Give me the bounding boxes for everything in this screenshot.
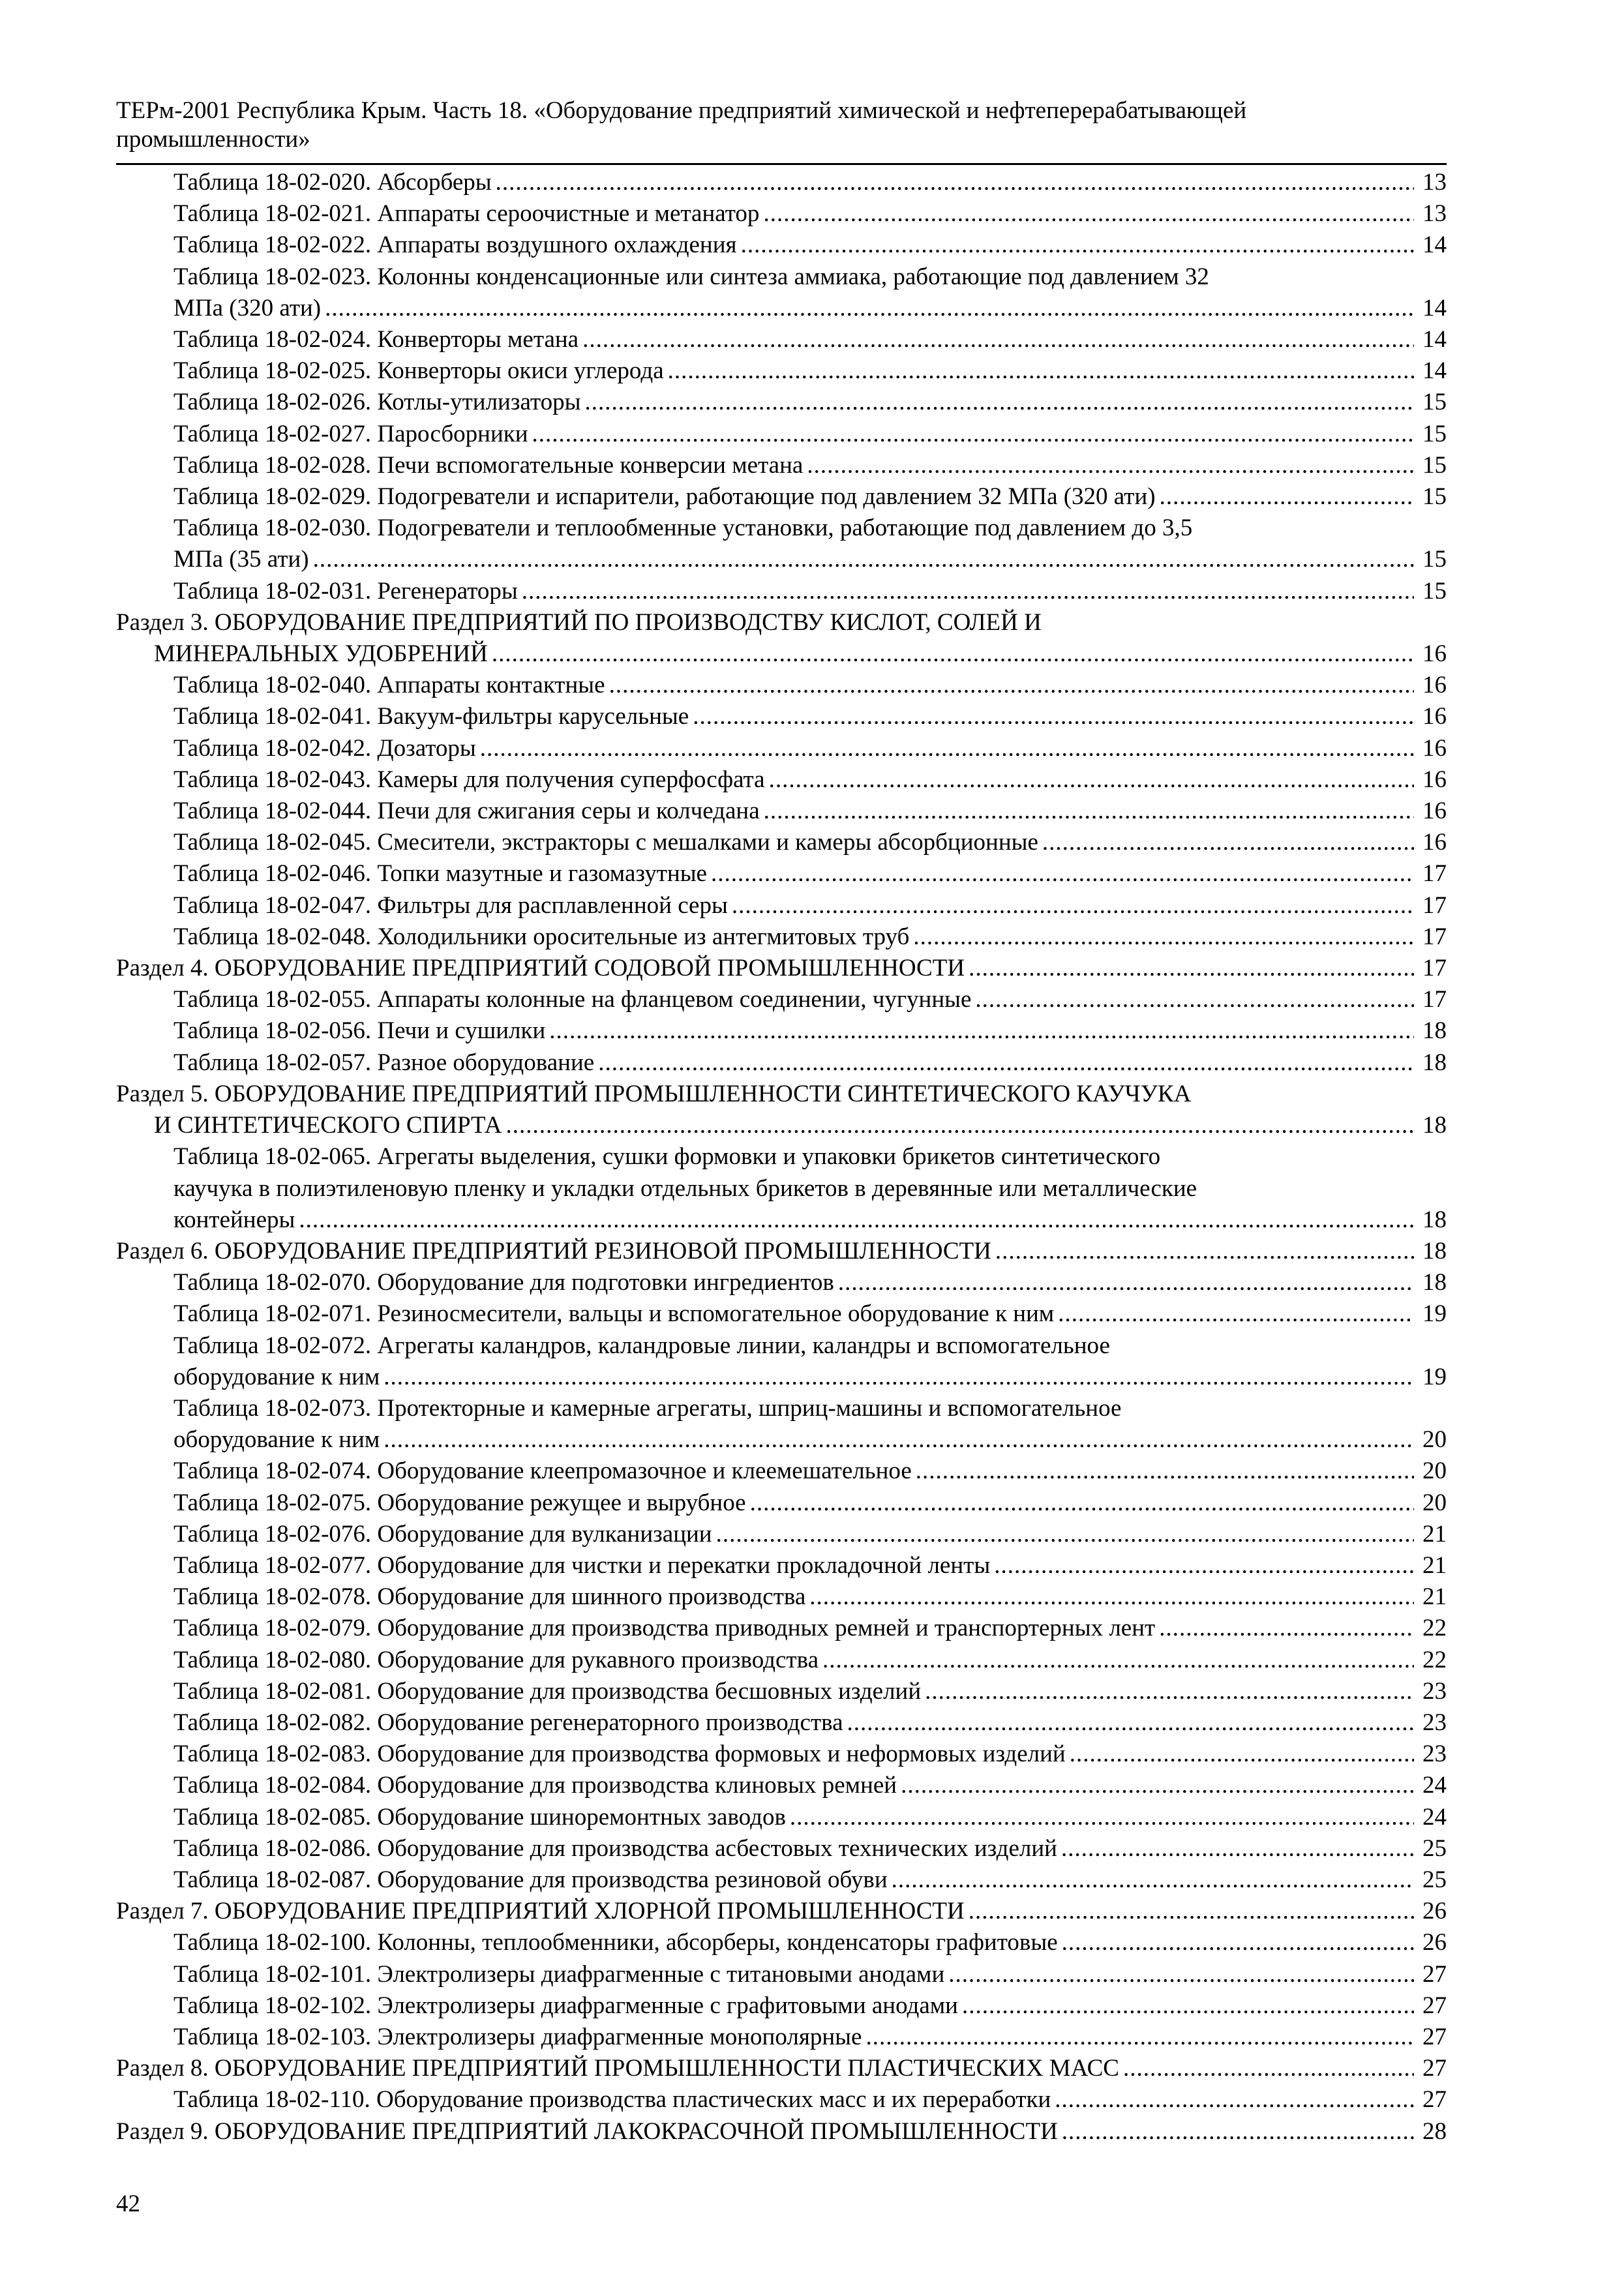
toc-table-entry[interactable]: [116, 262, 1447, 324]
toc-table-entry[interactable]: [116, 450, 1447, 481]
toc-entry-title: Таблица 18-02-022. Аппараты воздушного охлаждения: [173, 232, 737, 259]
toc-table-entry[interactable]: [116, 481, 1447, 513]
toc-entry-title: оборудование к ним: [173, 1426, 380, 1454]
toc-page-number: 28: [1422, 2117, 1447, 2145]
toc-page-number: 17: [1422, 891, 1447, 919]
toc-table-entry[interactable]: [116, 355, 1447, 387]
toc-entry-title: Раздел 6. ОБОРУДОВАНИЕ ПРЕДПРИЯТИЙ РЕЗИНОВОЙ ПРОМЫШЛЕННОСТИ: [116, 1237, 991, 1264]
toc-entry-title-line: каучука в полиэтиленовую пленку и укладки отдельных брикетов в деревянные или металлические: [173, 1174, 1197, 1202]
toc-entry-title: Таблица 18-02-048. Холодильники оросительные из антегмитовых труб: [173, 923, 910, 950]
dot-leader: [901, 1770, 1414, 1801]
toc-page-number: 14: [1422, 326, 1447, 353]
toc-page-number: 13: [1422, 169, 1447, 196]
toc-page-number: 24: [1422, 1772, 1447, 1799]
dot-leader: [925, 1676, 1414, 1707]
toc-entry-title: Таблица 18-02-045. Смесители, экстракторы с мешалками и камеры абсорбционные: [173, 829, 1038, 856]
dot-leader: [847, 1707, 1414, 1739]
toc-table-entry[interactable]: [116, 890, 1447, 921]
toc-page-number: 18: [1422, 1269, 1447, 1296]
toc-table-entry[interactable]: [116, 1550, 1447, 1581]
dot-leader: [822, 1645, 1414, 1676]
toc-section-entry[interactable]: [116, 607, 1447, 670]
toc-table-entry[interactable]: [116, 513, 1447, 575]
toc-page-number: 18: [1422, 1112, 1447, 1139]
dot-leader: [1042, 827, 1414, 858]
toc-table-entry[interactable]: [116, 858, 1447, 890]
toc-entry-title-line: Таблица 18-02-030. Подогреватели и теплообменные установки, работающие под давлением до 3,5: [173, 515, 1193, 542]
toc-entry-title: Таблица 18-02-071. Резиносмесители, вальцы и вспомогательное оборудование к ним: [173, 1300, 1055, 1328]
toc-entry-title: Раздел 4. ОБОРУДОВАНИЕ ПРЕДПРИЯТИЙ СОДОВОЙ ПРОМЫШЛЕННОСТИ: [116, 955, 965, 982]
dot-leader: [1062, 2116, 1414, 2147]
toc-table-entry[interactable]: [116, 1864, 1447, 1896]
toc-page-number: 25: [1422, 1866, 1447, 1893]
toc-entry-title: Таблица 18-02-110. Оборудование производства пластических масс и их переработки: [173, 2086, 1051, 2114]
toc-page-number: 20: [1422, 1489, 1447, 1516]
toc-entry-title: Таблица 18-02-028. Печи вспомогательные конверсии метана: [173, 451, 804, 479]
toc-page-number: 21: [1422, 1551, 1447, 1579]
toc-section-entry[interactable]: [116, 2116, 1447, 2147]
toc-table-entry[interactable]: [116, 1581, 1447, 1613]
toc-table-entry[interactable]: [116, 1770, 1447, 1801]
toc-page-number: 16: [1422, 829, 1447, 856]
toc-table-entry[interactable]: [116, 1645, 1447, 1676]
toc-section-entry[interactable]: [116, 1896, 1447, 1927]
dot-leader: [711, 858, 1414, 890]
toc-entry-title-line: Таблица 18-02-023. Колонны конденсационные или синтеза аммиака, работающие под давлением 32: [173, 263, 1209, 290]
dot-leader: [492, 638, 1414, 670]
dot-leader: [892, 1864, 1414, 1896]
toc-page-number: 20: [1422, 1426, 1447, 1454]
toc-page-number: 17: [1422, 923, 1447, 950]
dot-leader: [1058, 1298, 1414, 1330]
toc-table-entry[interactable]: [116, 1519, 1447, 1550]
toc-table-entry[interactable]: [116, 1456, 1447, 1487]
dot-leader: [532, 419, 1414, 450]
toc-entry-title: Таблица 18-02-027. Паросборники: [173, 420, 528, 447]
toc-page-number: 20: [1422, 1458, 1447, 1485]
toc-entry-title: Таблица 18-02-078. Оборудование для шинного производства: [173, 1583, 806, 1611]
dot-leader: [496, 167, 1414, 198]
dot-leader: [764, 796, 1414, 827]
dot-leader: [838, 1267, 1414, 1298]
toc-page-number: 17: [1422, 860, 1447, 888]
dot-leader: [995, 1236, 1414, 1267]
toc-section-entry[interactable]: [116, 953, 1447, 984]
table-of-contents: [116, 167, 1447, 2147]
toc-entry-title-line: Раздел 3. ОБОРУДОВАНИЕ ПРЕДПРИЯТИЙ ПО ПРОИЗВОДСТВУ КИСЛОТ, СОЛЕЙ И: [116, 608, 1042, 636]
dot-leader: [1062, 1927, 1414, 1958]
toc-entry-title: Таблица 18-02-075. Оборудование режущее и вырубное: [173, 1489, 746, 1516]
toc-table-entry[interactable]: [116, 1267, 1447, 1298]
dot-leader: [962, 1990, 1414, 2022]
toc-page-number: 16: [1422, 703, 1447, 730]
toc-page-number: 19: [1422, 1300, 1447, 1328]
dot-leader: [969, 1896, 1414, 1927]
toc-entry-title: Таблица 18-02-079. Оборудование для производства приводных ремней и транспортерных лент: [173, 1615, 1156, 1642]
toc-table-entry[interactable]: [116, 2022, 1447, 2053]
dot-leader: [948, 1959, 1414, 1990]
toc-entry-title: Таблица 18-02-100. Колонны, теплообменники, абсорберы, конденсаторы графитовые: [173, 1929, 1058, 1956]
toc-entry-title: Раздел 7. ОБОРУДОВАНИЕ ПРЕДПРИЯТИЙ ХЛОРНОЙ ПРОМЫШЛЕННОСТИ: [116, 1898, 965, 1925]
toc-page-number: 14: [1422, 232, 1447, 259]
toc-entry-title: Таблица 18-02-042. Дозаторы: [173, 734, 476, 762]
dot-leader: [763, 198, 1414, 230]
toc-entry-title: И СИНТЕТИЧЕСКОГО СПИРТА: [154, 1112, 502, 1139]
toc-page-number: 21: [1422, 1520, 1447, 1548]
dot-leader: [1061, 1833, 1414, 1864]
dot-leader: [609, 670, 1414, 701]
toc-table-entry[interactable]: [116, 733, 1447, 764]
toc-page-number: 16: [1422, 640, 1447, 668]
toc-entry-title: Таблица 18-02-057. Разное оборудование: [173, 1049, 595, 1076]
toc-page-number: 15: [1422, 577, 1447, 605]
toc-table-entry[interactable]: [116, 167, 1447, 198]
toc-entry-title: Таблица 18-02-070. Оборудование для подготовки ингредиентов: [173, 1269, 834, 1296]
dot-leader: [809, 1581, 1414, 1613]
toc-entry-title: Таблица 18-02-040. Аппараты контактные: [173, 672, 605, 699]
header-divider: [116, 163, 1447, 165]
page-number: 42: [116, 2191, 140, 2217]
toc-page-number: 21: [1422, 1583, 1447, 1611]
dot-leader: [693, 701, 1414, 732]
toc-entry-title: МИНЕРАЛЬНЫХ УДОБРЕНИЙ: [154, 640, 488, 668]
toc-table-entry[interactable]: [116, 198, 1447, 230]
toc-table-entry[interactable]: [116, 1990, 1447, 2022]
toc-entry-title: Таблица 18-02-082. Оборудование регенераторного производства: [173, 1709, 843, 1736]
toc-entry-title: Таблица 18-02-026. Котлы-утилизаторы: [173, 389, 581, 416]
toc-table-entry[interactable]: [116, 1613, 1447, 1644]
toc-table-entry[interactable]: [116, 1927, 1447, 1958]
dot-leader: [598, 1047, 1414, 1079]
dot-leader: [790, 1802, 1414, 1833]
toc-entry-title: Таблица 18-02-047. Фильтры для расплавленной серы: [173, 891, 728, 919]
toc-entry-title-line: Таблица 18-02-065. Агрегаты выделения, сушки формовки и упаковки брикетов синтетического: [173, 1143, 1161, 1171]
toc-entry-title-line: Таблица 18-02-073. Протекторные и камерные агрегаты, шприц-машины и вспомогательное: [173, 1394, 1122, 1422]
toc-page-number: 26: [1422, 1929, 1447, 1956]
toc-page-number: 23: [1422, 1741, 1447, 1768]
toc-page-number: 27: [1422, 2055, 1447, 2082]
toc-entry-title: Таблица 18-02-043. Камеры для получения суперфосфата: [173, 766, 765, 793]
dot-leader: [913, 921, 1414, 953]
toc-page-number: 13: [1422, 200, 1447, 228]
toc-table-entry[interactable]: [116, 1802, 1447, 1833]
dot-leader: [480, 733, 1414, 764]
dot-leader: [807, 450, 1414, 481]
toc-entry-title: Таблица 18-02-044. Печи для сжигания серы и колчедана: [173, 798, 760, 825]
toc-table-entry[interactable]: [116, 701, 1447, 732]
dot-leader: [522, 576, 1414, 607]
toc-section-entry[interactable]: [116, 2053, 1447, 2084]
toc-page-number: 15: [1422, 483, 1447, 511]
toc-entry-title: Таблица 18-02-101. Электролизеры диафрагменные с титановыми анодами: [173, 1960, 945, 1988]
toc-table-entry[interactable]: [116, 1676, 1447, 1707]
dot-leader: [1055, 2084, 1414, 2116]
toc-table-entry[interactable]: [116, 1015, 1447, 1047]
toc-section-entry[interactable]: [116, 1079, 1447, 1141]
toc-page-number: 15: [1422, 389, 1447, 416]
dot-leader: [584, 387, 1414, 418]
toc-table-entry[interactable]: [116, 1393, 1447, 1456]
dot-leader: [732, 890, 1414, 921]
toc-table-entry[interactable]: [116, 764, 1447, 796]
toc-page-number: 17: [1422, 986, 1447, 1013]
toc-entry-title: Таблица 18-02-029. Подогреватели и испарители, работающие под давлением 32 МПа (320 ати): [173, 483, 1156, 511]
toc-table-entry[interactable]: [116, 419, 1447, 450]
toc-entry-title: Таблица 18-02-103. Электролизеры диафрагменные монополярные: [173, 2023, 862, 2050]
toc-table-entry[interactable]: [116, 1833, 1447, 1864]
toc-entry-title: Таблица 18-02-055. Аппараты колонные на фланцевом соединении, чугунные: [173, 986, 972, 1013]
toc-page-number: 14: [1422, 357, 1447, 385]
toc-entry-title: Таблица 18-02-084. Оборудование для производства клиновых ремней: [173, 1772, 897, 1799]
toc-table-entry[interactable]: [116, 1141, 1447, 1236]
toc-entry-title: Таблица 18-02-080. Оборудование для рукавного производства: [173, 1646, 819, 1673]
toc-entry-title: Таблица 18-02-031. Регенераторы: [173, 577, 518, 605]
dot-leader: [865, 2022, 1414, 2053]
toc-page-number: 19: [1422, 1363, 1447, 1390]
dot-leader: [1160, 481, 1414, 513]
toc-entry-title: Таблица 18-02-020. Абсорберы: [173, 169, 492, 196]
dot-leader: [916, 1456, 1414, 1487]
page-header: [116, 97, 1447, 154]
toc-entry-title: Таблица 18-02-076. Оборудование для вулканизации: [173, 1520, 712, 1548]
toc-entry-title: Таблица 18-02-085. Оборудование шиноремонтных заводов: [173, 1803, 786, 1831]
toc-entry-title: Таблица 18-02-025. Конверторы окиси углерода: [173, 357, 664, 385]
dot-leader: [549, 1015, 1414, 1047]
toc-table-entry[interactable]: [116, 1739, 1447, 1770]
toc-table-entry[interactable]: [116, 670, 1447, 701]
dot-leader: [582, 324, 1414, 355]
toc-page-number: 15: [1422, 546, 1447, 573]
toc-page-number: 15: [1422, 451, 1447, 479]
toc-page-number: 15: [1422, 420, 1447, 447]
dot-leader: [741, 230, 1414, 261]
toc-page-number: 27: [1422, 2023, 1447, 2050]
toc-table-entry[interactable]: [116, 1330, 1447, 1393]
toc-entry-title: МПа (320 ати): [173, 294, 322, 322]
toc-page-number: 16: [1422, 672, 1447, 699]
toc-entry-title: Таблица 18-02-056. Печи и сушилки: [173, 1017, 546, 1045]
dot-leader: [383, 1362, 1414, 1393]
header-line-2: промышленности»: [116, 126, 310, 153]
toc-page-number: 27: [1422, 1992, 1447, 2019]
dot-leader: [994, 1550, 1414, 1581]
toc-entry-title: Таблица 18-02-086. Оборудование для производства асбестовых технических изделий: [173, 1834, 1057, 1862]
toc-page-number: 18: [1422, 1017, 1447, 1045]
toc-page-number: 14: [1422, 294, 1447, 322]
dot-leader: [716, 1519, 1414, 1550]
toc-table-entry[interactable]: [116, 230, 1447, 261]
toc-entry-title: Таблица 18-02-083. Оборудование для производства формовых и неформовых изделий: [173, 1741, 1066, 1768]
toc-table-entry[interactable]: [116, 827, 1447, 858]
toc-table-entry[interactable]: [116, 576, 1447, 607]
toc-section-entry[interactable]: [116, 1236, 1447, 1267]
dot-leader: [1070, 1739, 1414, 1770]
dot-leader: [750, 1488, 1414, 1519]
toc-entry-title: Таблица 18-02-077. Оборудование для чистки и перекатки прокладочной ленты: [173, 1551, 991, 1579]
toc-page-number: 18: [1422, 1049, 1447, 1076]
dot-leader: [969, 953, 1414, 984]
toc-entry-title: Таблица 18-02-074. Оборудование клеепромазочное и клеемешательное: [173, 1458, 912, 1485]
toc-entry-title-line: Таблица 18-02-072. Агрегаты каландров, каландровые линии, каландры и вспомогательное: [173, 1332, 1110, 1359]
toc-table-entry[interactable]: [116, 1488, 1447, 1519]
toc-entry-title: оборудование к ним: [173, 1363, 380, 1390]
toc-entry-title: МПа (35 ати): [173, 546, 309, 573]
dot-leader: [299, 1204, 1414, 1236]
toc-table-entry[interactable]: [116, 324, 1447, 355]
dot-leader: [313, 544, 1414, 575]
toc-table-entry[interactable]: [116, 921, 1447, 953]
toc-entry-title: Таблица 18-02-081. Оборудование для производства бесшовных изделий: [173, 1677, 922, 1705]
toc-page-number: 22: [1422, 1646, 1447, 1673]
toc-page-number: 25: [1422, 1834, 1447, 1862]
toc-table-entry[interactable]: [116, 796, 1447, 827]
toc-entry-title-line: Раздел 5. ОБОРУДОВАНИЕ ПРЕДПРИЯТИЙ ПРОМЫШЛЕННОСТИ СИНТЕТИЧЕСКОГО КАУЧУКА: [116, 1080, 1192, 1107]
toc-entry-title: Таблица 18-02-021. Аппараты сероочистные и метанатор: [173, 200, 760, 228]
dot-leader: [1123, 2053, 1414, 2084]
toc-entry-title: Раздел 9. ОБОРУДОВАНИЕ ПРЕДПРИЯТИЙ ЛАКОКРАСОЧНОЙ ПРОМЫШЛЕННОСТИ: [116, 2117, 1058, 2145]
toc-page-number: 16: [1422, 766, 1447, 793]
toc-entry-title: Таблица 18-02-087. Оборудование для производства резиновой обуви: [173, 1866, 888, 1893]
toc-page-number: 18: [1422, 1237, 1447, 1264]
toc-table-entry[interactable]: [116, 387, 1447, 418]
toc-entry-title: контейнеры: [173, 1206, 295, 1233]
toc-page-number: 16: [1422, 734, 1447, 762]
toc-table-entry[interactable]: [116, 1047, 1447, 1079]
toc-entry-title: Таблица 18-02-102. Электролизеры диафрагменные с графитовыми анодами: [173, 1992, 958, 2019]
toc-page-number: 23: [1422, 1677, 1447, 1705]
dot-leader: [668, 355, 1414, 387]
toc-page-number: 23: [1422, 1709, 1447, 1736]
toc-page-number: 27: [1422, 2086, 1447, 2114]
toc-table-entry[interactable]: [116, 1959, 1447, 1990]
toc-entry-title: Таблица 18-02-041. Вакуум-фильтры карусельные: [173, 703, 689, 730]
toc-table-entry[interactable]: [116, 2084, 1447, 2116]
toc-page-number: 17: [1422, 955, 1447, 982]
toc-page-number: 18: [1422, 1206, 1447, 1233]
toc-table-entry[interactable]: [116, 1298, 1447, 1330]
toc-entry-title: Раздел 8. ОБОРУДОВАНИЕ ПРЕДПРИЯТИЙ ПРОМЫШЛЕННОСТИ ПЛАСТИЧЕСКИХ МАСС: [116, 2055, 1119, 2082]
dot-leader: [383, 1424, 1414, 1456]
dot-leader: [769, 764, 1414, 796]
toc-entry-title: Таблица 18-02-024. Конверторы метана: [173, 326, 579, 353]
toc-table-entry[interactable]: [116, 1707, 1447, 1739]
toc-page-number: 27: [1422, 1960, 1447, 1988]
header-line-1: ТЕРм-2001 Республика Крым. Часть 18. «Оборудование предприятий химической и нефтеперерабатывающей: [116, 97, 1247, 124]
toc-page-number: 16: [1422, 798, 1447, 825]
toc-page-number: 24: [1422, 1803, 1447, 1831]
toc-entry-title: Таблица 18-02-046. Топки мазутные и газомазутные: [173, 860, 707, 888]
toc-page-number: 26: [1422, 1898, 1447, 1925]
toc-table-entry[interactable]: [116, 984, 1447, 1015]
dot-leader: [975, 984, 1414, 1015]
toc-page-number: 22: [1422, 1615, 1447, 1642]
dot-leader: [505, 1110, 1414, 1141]
dot-leader: [1159, 1613, 1414, 1644]
dot-leader: [325, 293, 1414, 324]
